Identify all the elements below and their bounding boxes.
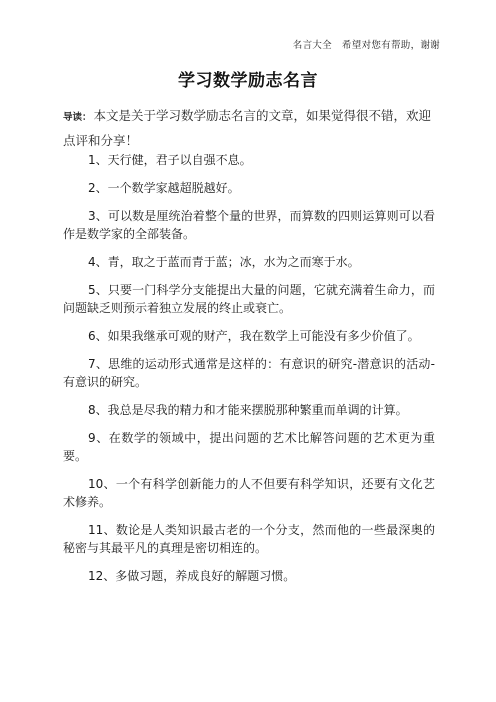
quote-item: 8、我总是尽我的精力和才能来摆脱那种繁重而单调的计算。 — [88, 403, 408, 417]
quote-list — [63, 151, 435, 595]
quote-item: 7、思维的运动形式通常是这样的：有意识的研究-潜意识的活动-有意识的研究。 — [63, 357, 435, 389]
intro-paragraph — [63, 104, 435, 152]
header-note — [293, 37, 440, 51]
quote-item: 3、可以数是厘统治着整个量的世界，而算数的四则运算则可以看作是数学家的全部装备。 — [63, 209, 435, 241]
quote-item: 9、在数学的领域中，提出问题的艺术比解答问题的艺术更为重要。 — [63, 431, 435, 463]
quote-item: 11、数论是人类知识最古老的一个分支，然而他的一些最深奥的秘密与其最平凡的真理是密切相连的。 — [63, 523, 435, 555]
quote-item: 6、如果我继承可观的财产，我在数学上可能没有多少价值了。 — [88, 329, 420, 343]
quote-item: 1、天行健，君子以自强不息。 — [88, 153, 252, 167]
intro-label: 导读： — [63, 112, 92, 123]
quote-item: 2、一个数学家越超脱越好。 — [88, 181, 240, 195]
quote-item: 12、多做习题，养成良好的解题习惯。 — [88, 569, 296, 583]
quote-item: 10、一个有科学创新能力的人不但要有科学知识，还要有文化艺术修养。 — [63, 477, 435, 509]
page-title: 学习数学励志名言 — [178, 71, 318, 91]
quote-item: 5、只要一门科学分支能提出大量的问题，它就充满着生命力，而问题缺乏则预示着独立发展的终止或衰亡。 — [63, 283, 435, 315]
intro-text: 本文是关于学习数学励志名言的文章，如果觉得很不错，欢迎点评和分享！ — [63, 108, 432, 148]
header-site: 名言大全 — [292, 40, 332, 51]
header-message: 希望对您有帮助，谢谢 — [341, 40, 440, 51]
quote-item: 4、青，取之于蓝而青于蓝；冰，水为之而寒于水。 — [88, 255, 360, 269]
